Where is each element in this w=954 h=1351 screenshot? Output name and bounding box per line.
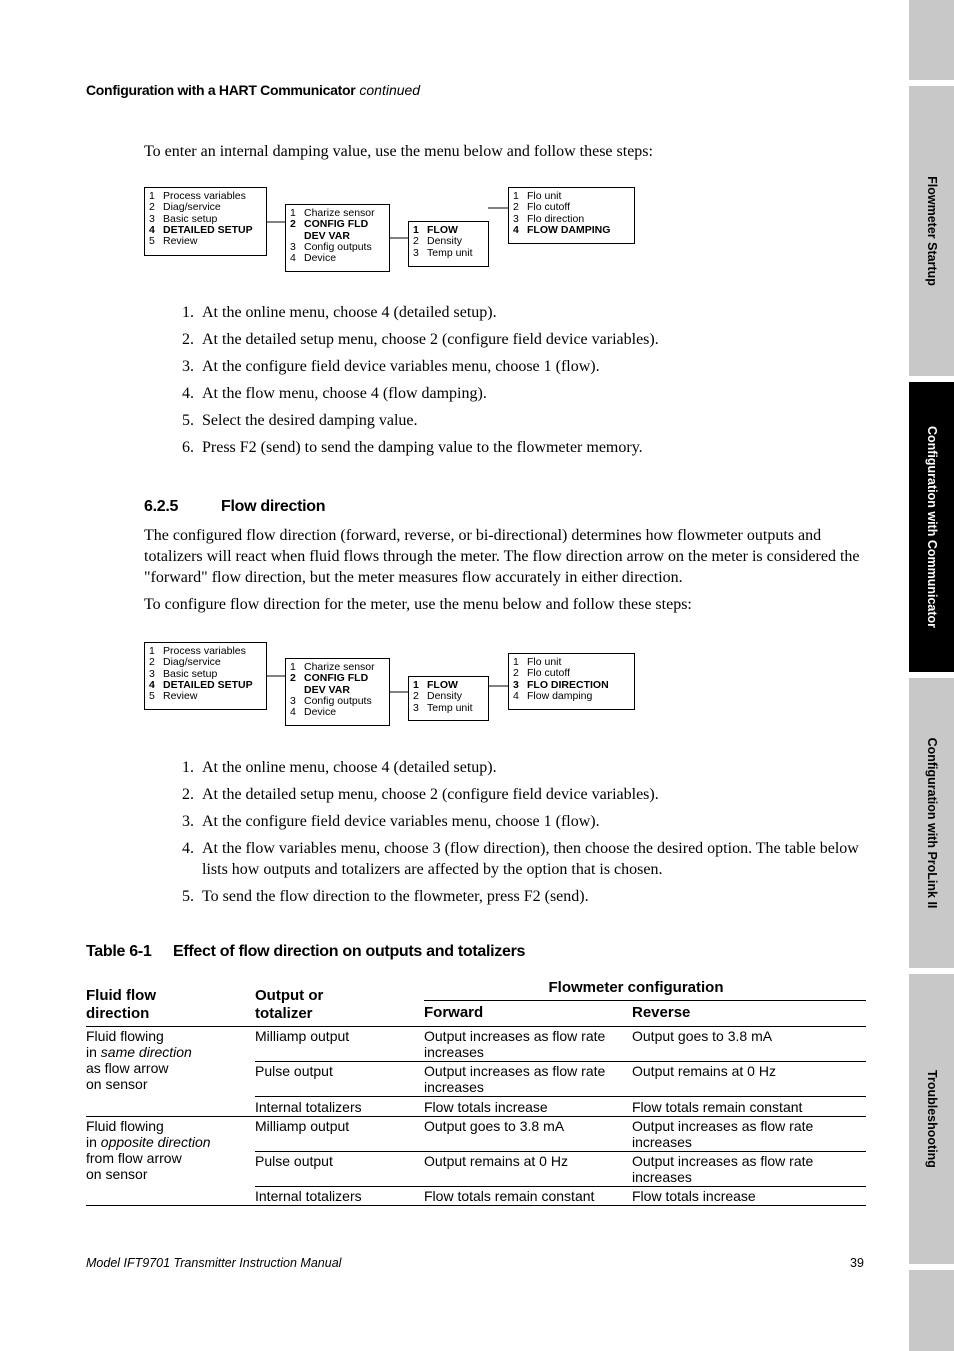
menu-item-label: FLOW DAMPING <box>527 223 611 236</box>
steps-direction <box>144 757 866 907</box>
menu-item-number: 3 <box>149 212 155 225</box>
menu-item-number: 2 <box>513 667 519 680</box>
menu-item-label: FLOW <box>427 224 458 236</box>
menu-item-number: 1 <box>513 656 519 668</box>
menu-item <box>413 691 484 702</box>
menu-item-label: Flo unit <box>527 190 562 202</box>
table-bottom-rule <box>86 1205 866 1206</box>
footer-manual-title: Model IFT9701 Transmitter Instruction Manual <box>86 1256 342 1270</box>
menu-item-label: Density <box>427 690 463 703</box>
menu-item-number: 2 <box>290 672 296 685</box>
row-rule <box>255 1151 866 1152</box>
menu-item-label: Density <box>427 235 463 248</box>
table-cell-forward: Output increases as flow rate increases <box>424 1063 606 1095</box>
menu-item-number: 4 <box>290 252 296 265</box>
list-item: 6. Press F2 (send) to send the damping value to the flowmeter memory. <box>182 439 643 456</box>
table-cell-reverse: Flow totals remain constant <box>632 1099 803 1115</box>
col-header-output: Output or totalizer <box>255 987 324 1022</box>
table-cell-reverse: Output remains at 0 Hz <box>632 1063 776 1079</box>
menu-item <box>149 691 262 702</box>
menu-item-label: Flow damping <box>527 689 593 702</box>
menu-item-label: DEV VAR <box>304 683 350 696</box>
menu-item-label: Charize sensor <box>304 661 375 673</box>
section-number: 6.2.5 <box>144 498 179 515</box>
menu-item-label: FLOW <box>427 679 458 691</box>
col-header-reverse: Reverse <box>632 1004 691 1021</box>
menu-item-number: 1 <box>149 645 155 657</box>
menu-item-number: 2 <box>290 218 296 231</box>
menu-item-number: 3 <box>149 667 155 680</box>
menu-item-label: Flo unit <box>527 656 562 668</box>
menu-item-number: 2 <box>149 656 155 669</box>
menu-item-label: Basic setup <box>163 667 218 680</box>
menu-item-number: 1 <box>413 224 419 236</box>
table-cell-output: Milliamp output <box>255 1118 350 1134</box>
table-cell-forward: Flow totals increase <box>424 1099 548 1115</box>
header-rule <box>86 1026 866 1027</box>
menu-item-number: 1 <box>290 207 296 219</box>
menu-item <box>413 703 484 714</box>
table-cell-output: Internal totalizers <box>255 1099 362 1115</box>
menu-item-label: Temp unit <box>427 701 473 714</box>
menu-item-label: Charize sensor <box>304 207 375 219</box>
table-cell-output: Pulse output <box>255 1153 333 1169</box>
menu-item <box>290 673 385 684</box>
flow-direction-table <box>86 978 866 1206</box>
menu-item-number: 3 <box>290 694 296 707</box>
tab-label: Configuration with Communicator <box>924 425 939 629</box>
menu-item-number: 1 <box>513 190 519 202</box>
direction-opposite: Fluid flowing in opposite direction from flow arrow on sensor <box>86 1118 211 1182</box>
menu-item-label: Flo cutoff <box>527 667 570 680</box>
table-cell-output: Internal totalizers <box>255 1188 362 1204</box>
menu-item-number: 5 <box>149 690 155 703</box>
menu-item-label: FLO DIRECTION <box>527 678 609 691</box>
menu-item-number: 4 <box>149 678 155 691</box>
menu-item-number: 3 <box>513 678 519 691</box>
menu-box-online <box>144 642 267 710</box>
menu-item-number: 4 <box>290 706 296 719</box>
table-cell-forward: Output increases as flow rate increases <box>424 1028 606 1060</box>
col-header-forward: Forward <box>424 1004 484 1021</box>
list-item: 3. At the configure field device variables menu, choose 1 (flow). <box>182 813 600 830</box>
row-rule <box>255 1096 866 1097</box>
menu-item-label: Diag/service <box>163 656 221 669</box>
tab-label: Troubleshooting <box>924 1070 939 1168</box>
menu-item-number: 3 <box>513 212 519 225</box>
header-continued: continued <box>359 82 421 98</box>
tab-label: Configuration with ProLink II <box>924 737 939 909</box>
table-cell-forward: Output goes to 3.8 mA <box>424 1118 565 1134</box>
menu-item-label: Config outputs <box>304 694 372 707</box>
list-item: 2. At the detailed setup menu, choose 2 (configure field device variables). <box>182 331 659 348</box>
row-rule <box>255 1186 866 1187</box>
tab-blank-bottom <box>909 1270 954 1351</box>
table-cell-reverse: Flow totals increase <box>632 1188 756 1204</box>
table-number: Table 6-1 <box>86 943 152 960</box>
menu-item <box>290 707 385 718</box>
menu-box-detailed-setup <box>285 658 390 726</box>
menu-item-number: 2 <box>413 690 419 703</box>
group-rule <box>424 1000 866 1001</box>
menu-item-label: Basic setup <box>163 212 218 225</box>
list-item: 5. Select the desired damping value. <box>182 412 418 429</box>
menu-item-number: 5 <box>149 235 155 248</box>
page-number: 39 <box>850 1256 864 1270</box>
menu-item-label: DETAILED SETUP <box>163 678 253 691</box>
body-flow-direction: The configured flow direction (forward, reverse, or bi-directional) determines how flowmeter outputs and totalizers will react when fluid flows through the meter. The flow direction arrow on the meter is considered the "forward" flow direction, but the meter measures flow accurately in either direction. <box>144 527 860 586</box>
direction-same: Fluid flowing in same direction as flow arrow on sensor <box>86 1028 192 1092</box>
menu-item-number: 1 <box>149 190 155 202</box>
list-item: 3. At the configure field device variables menu, choose 1 (flow). <box>182 358 600 375</box>
menu-item-label: Process variables <box>163 645 246 657</box>
menu-item-number: 1 <box>290 661 296 673</box>
list-item: 1. At the online menu, choose 4 (detailed setup). <box>182 759 497 776</box>
table-cell-forward: Output remains at 0 Hz <box>424 1153 568 1169</box>
menu-item-number: 4 <box>513 223 519 236</box>
menu-item-label: Device <box>304 252 337 265</box>
menu-item-label: Review <box>163 235 198 248</box>
menu-box-flow <box>508 653 635 710</box>
menu-item-label: Temp unit <box>427 246 473 259</box>
menu-item-number: 4 <box>513 689 519 702</box>
menu-item-number: 2 <box>149 201 155 214</box>
menu-item-number: 2 <box>513 201 519 214</box>
menu-item-label: CONFIG FLD <box>304 672 369 685</box>
menu-box-config-fld <box>408 676 489 721</box>
menu-item-label: Process variables <box>163 190 246 202</box>
table-title: Effect of flow direction on outputs and totalizers <box>173 943 526 960</box>
menu-item <box>513 668 630 679</box>
group-separator-rule <box>86 1116 866 1117</box>
menu-item-label: DETAILED SETUP <box>163 223 253 236</box>
tab-troubleshooting[interactable] <box>909 974 954 1264</box>
row-rule <box>255 1061 866 1062</box>
intro-flow-direction: To configure flow direction for the meter, use the menu below and follow these steps: <box>144 596 692 613</box>
menu-item-number: 2 <box>413 235 419 248</box>
menu-item-label: Diag/service <box>163 201 221 214</box>
menu-item-label: Device <box>304 706 337 719</box>
section-title: Flow direction <box>221 498 326 515</box>
menu-item-label: Config outputs <box>304 240 372 253</box>
menu-item-label: CONFIG FLD <box>304 218 369 231</box>
menu-item-number: 4 <box>149 223 155 236</box>
tab-label: Flowmeter Startup <box>924 176 939 286</box>
menu-item <box>149 657 262 668</box>
list-item: 4. At the flow variables menu, choose 3 (flow direction), then choose the desired option. The table below lists how outputs and totalizers are affected by the option that is chosen. <box>182 840 859 878</box>
col-header-group: Flowmeter configuration <box>548 979 724 996</box>
intro-damping: To enter an internal damping value, use the menu below and follow these steps: <box>144 143 653 160</box>
header-title: Configuration with a HART Communicator <box>86 82 356 98</box>
table-cell-reverse: Output increases as flow rate increases <box>632 1118 814 1150</box>
list-item: 1. At the online menu, choose 4 (detailed setup). <box>182 304 497 321</box>
col-header-fluid-flow: Fluid flow direction <box>86 987 156 1022</box>
menu-item-label: Review <box>163 690 198 703</box>
menu-item-number: 1 <box>413 679 419 691</box>
table-cell-output: Pulse output <box>255 1063 333 1079</box>
list-item: 5. To send the flow direction to the flowmeter, press F2 (send). <box>182 888 589 905</box>
table-cell-forward: Flow totals remain constant <box>424 1188 595 1204</box>
list-item: 4. At the flow menu, choose 4 (flow damping). <box>182 385 487 402</box>
menu-item-number: 3 <box>413 701 419 714</box>
menu-item-number: 3 <box>413 246 419 259</box>
menu-item-number: 3 <box>290 240 296 253</box>
table-cell-output: Milliamp output <box>255 1028 350 1044</box>
table-cell-reverse: Output goes to 3.8 mA <box>632 1028 773 1044</box>
list-item: 2. At the detailed setup menu, choose 2 (configure field device variables). <box>182 786 659 803</box>
menu-item-label: Flo direction <box>527 212 585 225</box>
menu-item-label: Flo cutoff <box>527 201 570 214</box>
menu-item-label: DEV VAR <box>304 229 350 242</box>
table-cell-reverse: Output increases as flow rate increases <box>632 1153 814 1185</box>
menu-item <box>513 691 630 702</box>
